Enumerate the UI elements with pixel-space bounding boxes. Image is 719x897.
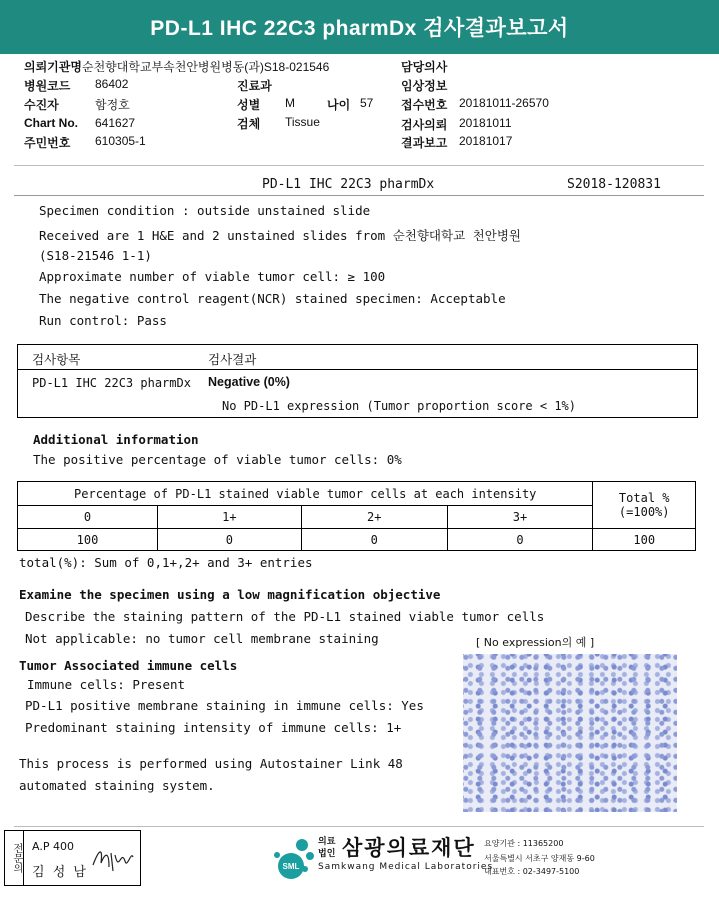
signature-icon [91, 843, 135, 875]
receipt-label: 접수번호 [401, 98, 448, 112]
column-header: 2+ [301, 506, 447, 529]
viable-tumor-cell: Approximate number of viable tumor cell: ≥ 100 [39, 269, 386, 284]
received-slides: Received are 1 H&E and 2 unstained slides from 순천향대학교 천안병원 [39, 228, 521, 243]
run-control: Run control: Pass [39, 313, 167, 328]
intensity-table [17, 481, 696, 551]
org-small-2: 법인 [318, 849, 336, 859]
immune-heading: Tumor Associated immune cells [19, 658, 238, 673]
institution-label: 의뢰기관명 [24, 60, 82, 74]
process-line-1: This process is performed using Autostainer Link 48 [19, 756, 403, 771]
total-header [593, 482, 696, 529]
clinical-label: 임상정보 [401, 79, 448, 93]
report-date-label: 결과보고 [401, 136, 448, 150]
column-header: 1+ [157, 506, 301, 529]
hospital-code-value: 86402 [95, 77, 129, 91]
table-cell: 0 [301, 529, 447, 551]
table-footnote: total(%): Sum of 0,1+,2+ and 3+ entries [19, 555, 313, 570]
report-title-banner [0, 0, 719, 54]
image-caption: [ No expression의 예 ] [476, 636, 595, 649]
table-cell: 0 [447, 529, 593, 551]
id-label: 주민번호 [24, 136, 71, 150]
report-number: S2018-120831 [567, 177, 661, 192]
receipt-value: 20181011-26570 [459, 96, 549, 110]
result-item: PD-L1 IHC 22C3 pharmDx [32, 376, 191, 390]
column-header: 3+ [447, 506, 593, 529]
immune-line-3: Predominant staining intensity of immune cells: 1+ [25, 720, 402, 735]
age-label: 나이 [327, 98, 351, 112]
divider [14, 826, 704, 827]
low-mag-line-1: Describe the staining pattern of the PD-L1 stained viable tumor cells [25, 609, 545, 624]
result-detail: No PD-L1 expression (Tumor proportion score < 1%) [222, 399, 577, 413]
divider [14, 195, 704, 196]
org-name: 삼광의료재단 [342, 836, 476, 860]
contact-3: 대표번호 : 02-3497-5100 [484, 867, 580, 876]
stamp-name: 김 성 남 [32, 865, 88, 880]
age-value: 57 [360, 96, 374, 110]
doctor-label: 담당의사 [401, 60, 448, 74]
immune-line-2: PD-L1 positive membrane staining in immune cells: Yes [25, 698, 424, 713]
contact-2: 서울특별시 서초구 양재동 9-60 [484, 854, 595, 863]
sex-label: 성별 [237, 98, 261, 112]
patient-value: 함정호 [95, 98, 130, 112]
ihc-sample-image [463, 654, 677, 812]
dept-label: 진료과 [237, 79, 272, 93]
report-date-value: 20181017 [459, 134, 513, 148]
chart-label: Chart No. [24, 116, 78, 130]
result-box [17, 344, 698, 418]
request-value: 20181011 [459, 116, 512, 130]
specimen-value: Tissue [285, 115, 320, 129]
additional-heading: Additional information [33, 432, 199, 447]
result-header-item: 검사항목 [32, 352, 81, 367]
stamp-vertical-label: 전문의 [5, 831, 24, 885]
specimen-label: 검체 [237, 117, 261, 131]
result-value: Negative (0%) [208, 375, 290, 389]
id-value: 610305-1 [95, 134, 146, 148]
total-header-2: (=100%) [618, 505, 670, 519]
org-english: Samkwang Medical Laboratories [318, 862, 494, 872]
table-cell-total: 100 [593, 529, 696, 551]
table-cell: 100 [18, 529, 158, 551]
pathologist-stamp [4, 830, 141, 886]
request-label: 검사의뢰 [401, 118, 448, 132]
specimen-condition: Specimen condition : outside unstained slide [39, 203, 371, 218]
sex-value: M [285, 96, 295, 110]
chart-value: 641627 [95, 116, 136, 130]
intensity-caption: Percentage of PD-L1 stained viable tumor cells at each intensity [18, 482, 593, 506]
patient-label: 수진자 [24, 98, 59, 112]
org-small-1: 의료 [318, 837, 336, 847]
low-mag-heading: Examine the specimen using a low magnification objective [19, 587, 441, 602]
low-mag-line-2: Not applicable: no tumor cell membrane staining [25, 631, 379, 646]
result-header-result: 검사결과 [208, 352, 257, 367]
hospital-code-label: 병원코드 [24, 79, 71, 93]
column-header: 0 [18, 506, 158, 529]
immune-line-1: Immune cells: Present [27, 677, 186, 692]
test-name-heading: PD-L1 IHC 22C3 pharmDx [262, 177, 435, 192]
contact-1: 요양기관 : 11365200 [484, 839, 564, 848]
logo-text: SML [282, 862, 300, 871]
process-line-2: automated staining system. [19, 778, 215, 793]
table-cell: 0 [157, 529, 301, 551]
sml-logo-icon [270, 836, 310, 880]
additional-text: The positive percentage of viable tumor cells: 0% [33, 452, 402, 467]
total-header-1: Total % [618, 491, 670, 505]
stamp-code: A.P 400 [32, 840, 74, 853]
divider [18, 369, 697, 370]
report-title: PD-L1 IHC 22C3 pharmDx 검사결과보고서 [150, 17, 569, 40]
institution-value: 순천향대학교부속천안병원병동(과)S18-021546 [82, 60, 330, 74]
slide-number: (S18-21546 1-1) [39, 248, 152, 263]
ncr-result: The negative control reagent(NCR) stained specimen: Acceptable [39, 291, 506, 306]
divider [14, 165, 704, 166]
